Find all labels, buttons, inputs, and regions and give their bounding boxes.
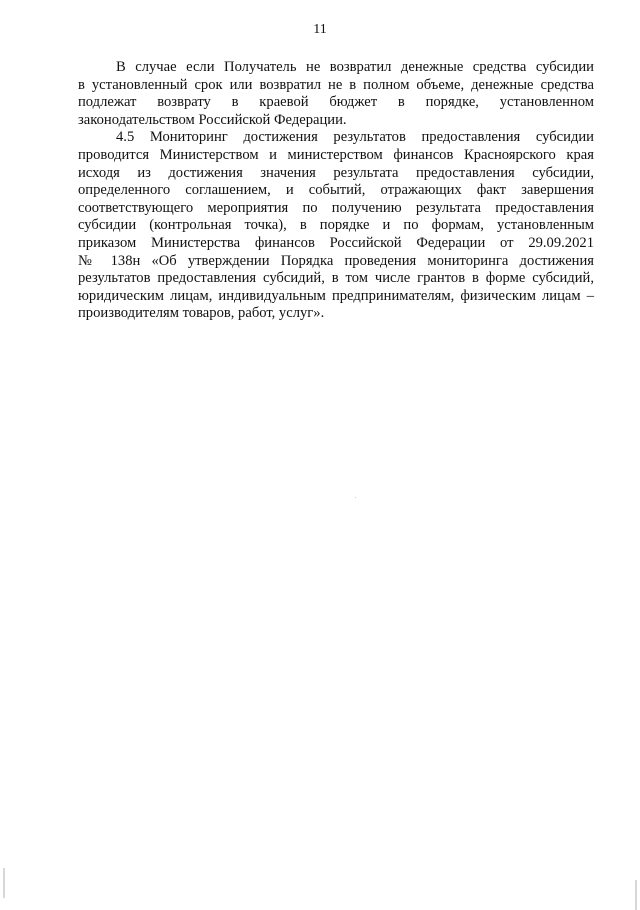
text-line: результатов предоставления субсидий, в том числе грантов в форме субсидий, [78,270,594,287]
scan-speck [355,497,356,498]
text-line: подлежат возврату в краевой бюджет в порядке, установленном [78,94,594,111]
text-line: соответствующего мероприятия по получению результата предоставления [78,199,594,216]
text-line: производителям товаров, работ, услуг». [78,305,325,322]
text-line: юридическим лицам, индивидуальным предпринимателям, физическим лицам – [78,287,594,304]
text-line: в установленный срок или возвратил не в полном объеме, денежные средства [78,76,594,93]
scan-edge-mark [3,868,5,898]
text-line: проводится Министерством и министерством финансов Красноярского края [78,146,594,163]
text-line: 4.5 Мониторинг достижения результатов предоставления субсидии [116,129,594,146]
paragraph-monitoring [78,129,594,323]
text-line: субсидии (контрольная точка), в порядке и по формам, установленным [78,217,594,234]
text-line: определенного соглашением, и событий, отражающих факт завершения [78,182,594,199]
text-line: приказом Министерства финансов Российской Федерации от 29.09.2021 [78,234,594,251]
scan-edge-mark [635,880,637,910]
text-line: законодательством Российской Федерации. [78,111,347,128]
text-line: В случае если Получатель не возвратил денежные средства субсидии [116,59,594,75]
text-line: исходя из достижения значения результата предоставления субсидии, [78,164,594,181]
page-number: 11 [313,22,327,37]
document-body [78,59,594,323]
text-line: № 138н «Об утверждении Порядка проведения мониторинга достижения [78,252,594,269]
paragraph-refund [78,59,594,129]
